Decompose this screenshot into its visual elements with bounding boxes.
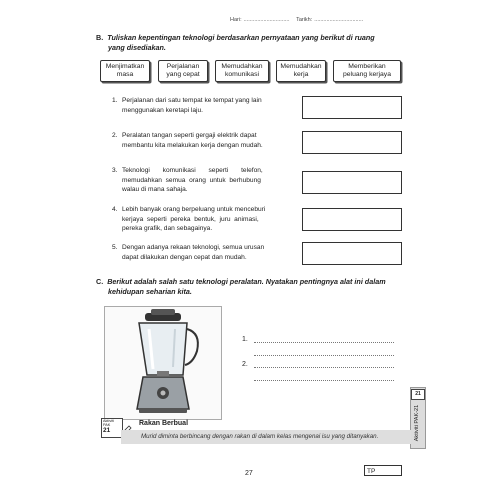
section-c-letter: C. — [96, 277, 104, 286]
answer-number-1: 1. — [242, 336, 248, 343]
option-line1: Perjalanan — [166, 63, 200, 70]
activity-badge-number: 21 — [103, 427, 111, 434]
option-line2: komunikasi — [225, 71, 259, 78]
option-line2: kerja — [293, 71, 309, 78]
option-line1: Memudahkan — [221, 63, 263, 70]
item-number: 4. — [112, 206, 118, 213]
option-line2: yang cepat — [166, 71, 200, 78]
item-3 — [112, 166, 297, 196]
option-memudahkan-komunikasi — [215, 60, 269, 82]
item-line: menggunakan keretapi laju. — [122, 106, 204, 114]
activity-title: Rakan Berbual — [139, 420, 189, 427]
item-5 — [112, 243, 297, 263]
hari-label: Hari: — [230, 17, 242, 23]
hari-field[interactable]: .............................. — [243, 17, 290, 23]
item-line: Teknologi komunikasi seperti telefon, — [122, 167, 263, 174]
activity-badge-label: Aktiviti — [103, 419, 114, 423]
item-line: Lebih banyak orang berpeluang untuk menceburi — [122, 206, 266, 213]
section-b-title — [96, 33, 375, 52]
section-c-line1: Berikut adalah salah satu teknologi peralatan. Nyatakan pentingnya alat ini dalam — [107, 277, 386, 286]
item-line: Dengan adanya rekaan teknologi, semua urusan — [122, 244, 265, 251]
section-b-line2: yang disediakan. — [108, 42, 166, 52]
option-line2: peluang kerjaya — [343, 71, 391, 78]
activity-badge-sub: PAK — [103, 423, 111, 427]
option-menjimatkan-masa — [100, 60, 150, 82]
item-line: walau di mana sahaja. — [122, 186, 188, 193]
answer-line-1b[interactable] — [254, 355, 394, 356]
answer-line-2b[interactable] — [254, 380, 394, 381]
section-c-title — [96, 277, 386, 296]
tarikh-field[interactable]: ................................ — [314, 17, 364, 23]
item-line: Perjalanan dari satu tempat ke tempat yang lain — [122, 97, 262, 104]
side-tab-number: 21 — [411, 389, 425, 400]
option-peluang-kerjaya — [333, 60, 401, 82]
option-line1: Menjimatkan — [105, 63, 145, 70]
item-line: dapat dilakukan dengan cepat dan mudah. — [122, 253, 247, 261]
answer-line-2a[interactable] — [254, 367, 394, 368]
answer-number-2: 2. — [242, 361, 248, 368]
item-line: memudahkan semua orang untuk berhubung — [122, 176, 261, 184]
option-memudahkan-kerja — [276, 60, 326, 82]
answer-box-2[interactable] — [302, 131, 402, 154]
tarikh-label: Tarikh: — [296, 17, 313, 23]
section-b-line1: Tuliskan kepentingan teknologi berdasarkan pernyataan yang berikut di ruang — [107, 33, 375, 42]
item-line: kerjaya seperti pereka bentuk, juru animasi, — [122, 215, 259, 223]
blender-icon — [105, 307, 221, 419]
answer-box-5[interactable] — [302, 242, 402, 265]
item-line: Peralatan tangan seperti gergaji elektrik dapat — [122, 132, 257, 139]
item-number: 1. — [112, 97, 118, 104]
page-number: 27 — [245, 470, 253, 477]
option-perjalanan-cepat — [158, 60, 208, 82]
date-header — [230, 17, 365, 23]
item-line: membantu kita melakukan kerja dengan mudah. — [122, 141, 263, 149]
answer-box-3[interactable] — [302, 171, 402, 194]
item-1 — [112, 96, 297, 116]
option-line1: Memberikan — [348, 63, 386, 70]
item-number: 2. — [112, 132, 118, 139]
answer-box-1[interactable] — [302, 96, 402, 119]
option-line1: Memudahkan — [280, 63, 322, 70]
activity-instruction: Murid diminta berbincang dengan rakan di dalam kelas mengenai isu yang ditanyakan. — [121, 430, 411, 444]
activity-badge — [101, 418, 123, 438]
answer-box-4[interactable] — [302, 208, 402, 231]
item-number: 3. — [112, 167, 118, 174]
option-line2: masa — [116, 71, 134, 78]
section-b-letter: B. — [96, 33, 104, 42]
item-number: 5. — [112, 244, 118, 251]
item-2 — [112, 131, 297, 151]
answer-line-1a[interactable] — [254, 342, 394, 343]
section-c-line2: kehidupan seharian kita. — [108, 286, 192, 296]
item-4 — [112, 205, 297, 235]
blender-image — [104, 306, 222, 420]
side-tab-label: Aktiviti PAK-21 — [414, 404, 420, 442]
tp-box[interactable]: TP — [364, 465, 402, 476]
item-line: pereka grafik, dan sebagainya. — [122, 225, 213, 232]
